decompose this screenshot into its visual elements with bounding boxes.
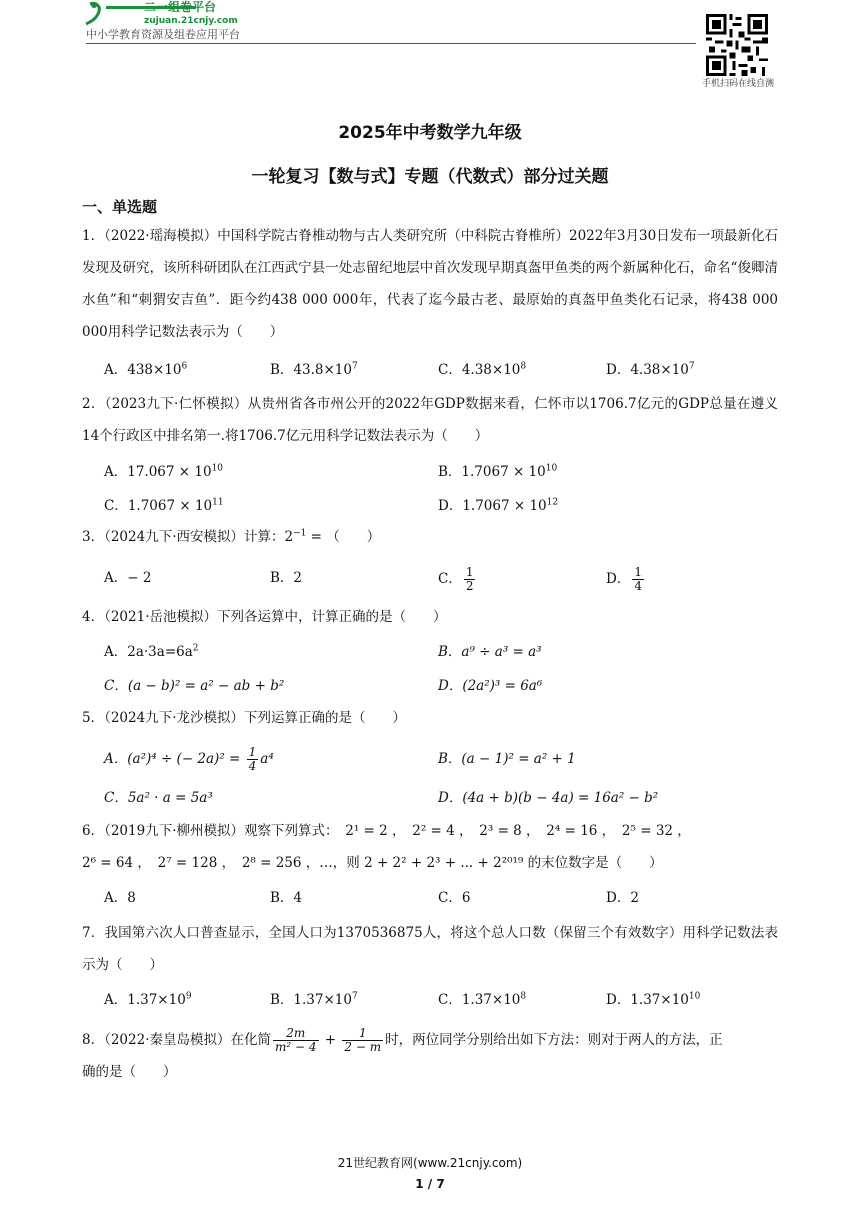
page-header bbox=[0, 0, 860, 92]
header-rule bbox=[86, 43, 696, 44]
question-2: 2．（2023九下·仁怀模拟）从贵州省各市州公开的2022年GDP数据来看，仁怀市以1706.7亿元的GDP总量在遵义14个行政区中排名第一.将1706.7亿元用科学记数法表示为（ ） bbox=[82, 396, 778, 444]
section-heading: 一、单选题 bbox=[82, 198, 158, 216]
q3-option-a: A．− 2 bbox=[104, 570, 152, 586]
logo-subtext: zujuan.21cnjy.com bbox=[144, 16, 238, 26]
platform-tagline: 中小学教育资源及组卷应用平台 bbox=[86, 28, 240, 41]
q7-option-b: B．$1.37\times 10^7$ bbox=[270, 991, 358, 1008]
q8-line-1: 8．（2022·秦皇岛模拟）在化简 $\frac{2m}{\text{m² − 4}}$ + $\frac{1}{2 - m}$ 时，两位同学分别给出如下方法：则对于两人的方法，正 bbox=[82, 1026, 723, 1054]
q6-line-1: 6．（2019九下·柳州模拟）观察下列算式： 2¹ = 2 ， 2² = 4 ， 2³ = 8 ， 2⁴ = 16 ， 2⁵ = 32 ， bbox=[82, 823, 691, 839]
q5-option-a: A．(a²)⁴ ÷ (− 2a)² = $\frac{1}{4}$ a⁴ bbox=[104, 745, 274, 773]
document-subtitle: 一轮复习【数与式】专题（代数式）部分过关题 bbox=[251, 167, 609, 187]
fraction: $\frac{2m}{\text{m² − 4}}$ bbox=[275, 1026, 317, 1054]
question-3: 3．（2024九下·西安模拟）计算：$2^{-1}$ = （ ） bbox=[82, 528, 381, 545]
q5-option-b: B．(a − 1)² = a² + 1 bbox=[438, 751, 576, 767]
q8-line-2: 确的是（ ） bbox=[82, 1064, 177, 1080]
question-7: 7．我国第六次人口普查显示，全国人口为1370536875人，将这个总人口数（保留三个有效数字）用科学记数法表示为（ ） bbox=[82, 925, 778, 973]
question-6 bbox=[82, 815, 778, 879]
q6-line-2: 2⁶ = 64 ， 2⁷ = 128 ， 2⁸ = 256 ，…，则 2 + 2² + 2³ + ... + 2²⁰¹⁹ 的末位数字是（ ） bbox=[82, 855, 663, 871]
q4-option-a: A．$2a\cdot 3a=6a^2$ bbox=[104, 643, 199, 660]
q2-option-b: B．$1.7067 \times 10^{10}$ bbox=[438, 463, 558, 480]
logo-text: 二一组卷平台 bbox=[144, 0, 217, 14]
qr-label: 手机扫码在线自测 bbox=[701, 79, 774, 89]
q3-option-c: C． $\frac{1}{2}$ bbox=[438, 565, 474, 593]
question-5: 5．（2024九下·龙沙模拟）下列运算正确的是（ ） bbox=[82, 710, 406, 726]
q1-option-b: B．$43.8\times 10^7$ bbox=[270, 361, 358, 378]
fraction: $\frac{1}{4}$ bbox=[634, 565, 642, 593]
q4-option-c: C．(a − b)² = a² − ab + b² bbox=[104, 678, 285, 694]
site-logo bbox=[84, 0, 274, 26]
q2-option-d: D．$1.7067 \times 10^{12}$ bbox=[438, 497, 559, 514]
q7-option-d: D．$1.37\times 10^{10}$ bbox=[606, 991, 701, 1008]
q6-option-b: B．4 bbox=[270, 890, 303, 906]
question-4: 4．（2021·岳池模拟）下列各运算中，计算正确的是（ ） bbox=[82, 609, 447, 625]
document-title: 2025年中考数学九年级 bbox=[338, 123, 522, 143]
q6-option-a: A．8 bbox=[104, 890, 136, 906]
q6-option-c: C．6 bbox=[438, 890, 471, 906]
q3-option-b: B．2 bbox=[270, 570, 303, 586]
qr-code-icon bbox=[706, 14, 768, 76]
fraction: $\frac{1}{2 - m}$ bbox=[344, 1026, 382, 1054]
footer-site: 21世纪教育网(www.21cnjy.com) bbox=[337, 1156, 523, 1170]
q2-option-c: C．$1.7067 \times 10^{11}$ bbox=[104, 497, 224, 514]
q4-option-b: B．a⁹ ÷ a³ = a³ bbox=[438, 644, 542, 660]
q5-option-d: D．(4a + b)(b − 4a) = 16a² − b² bbox=[438, 790, 659, 806]
q2-option-a: A．$17.067 \times 10^{10}$ bbox=[104, 463, 224, 480]
page-number: 1 / 7 bbox=[415, 1177, 445, 1191]
q3-option-d: D． $\frac{1}{4}$ bbox=[606, 565, 642, 593]
q4-option-d: D．(2a²)³ = 6a⁶ bbox=[438, 678, 543, 694]
q1-option-c: C．$4.38\times 10^8$ bbox=[438, 361, 527, 378]
q1-option-d: D．$4.38\times 10^7$ bbox=[606, 361, 695, 378]
question-8 bbox=[82, 1024, 778, 1088]
fraction: $\frac{1}{4}$ bbox=[248, 745, 257, 773]
q7-option-c: C．$1.37\times 10^8$ bbox=[438, 991, 527, 1008]
q6-option-d: D．2 bbox=[606, 890, 639, 906]
question-1: 1．（2022·瑶海模拟）中国科学院古脊椎动物与古人类研究所（中科院古脊椎所）2022年3月30日发布一项最新化石发现及研究，该所科研团队在江西武宁县一处志留纪地层中首次发现早期真盔甲鱼类的两个新属种化石，命名“俊卿清水鱼”和“刺猬安吉鱼”．距今约438 000 000年，代表了迄今最古老、最原始的真盔甲鱼类化石记录，将438 000 000用科学记数法表示为（ ） bbox=[82, 228, 778, 340]
q7-option-a: A．$1.37\times 10^9$ bbox=[104, 991, 192, 1008]
q1-option-a: A．$438\times 10^6$ bbox=[104, 361, 188, 378]
q5-option-c: C．5a² · a = 5a³ bbox=[104, 790, 213, 806]
fraction: $\frac{1}{2}$ bbox=[465, 565, 474, 593]
